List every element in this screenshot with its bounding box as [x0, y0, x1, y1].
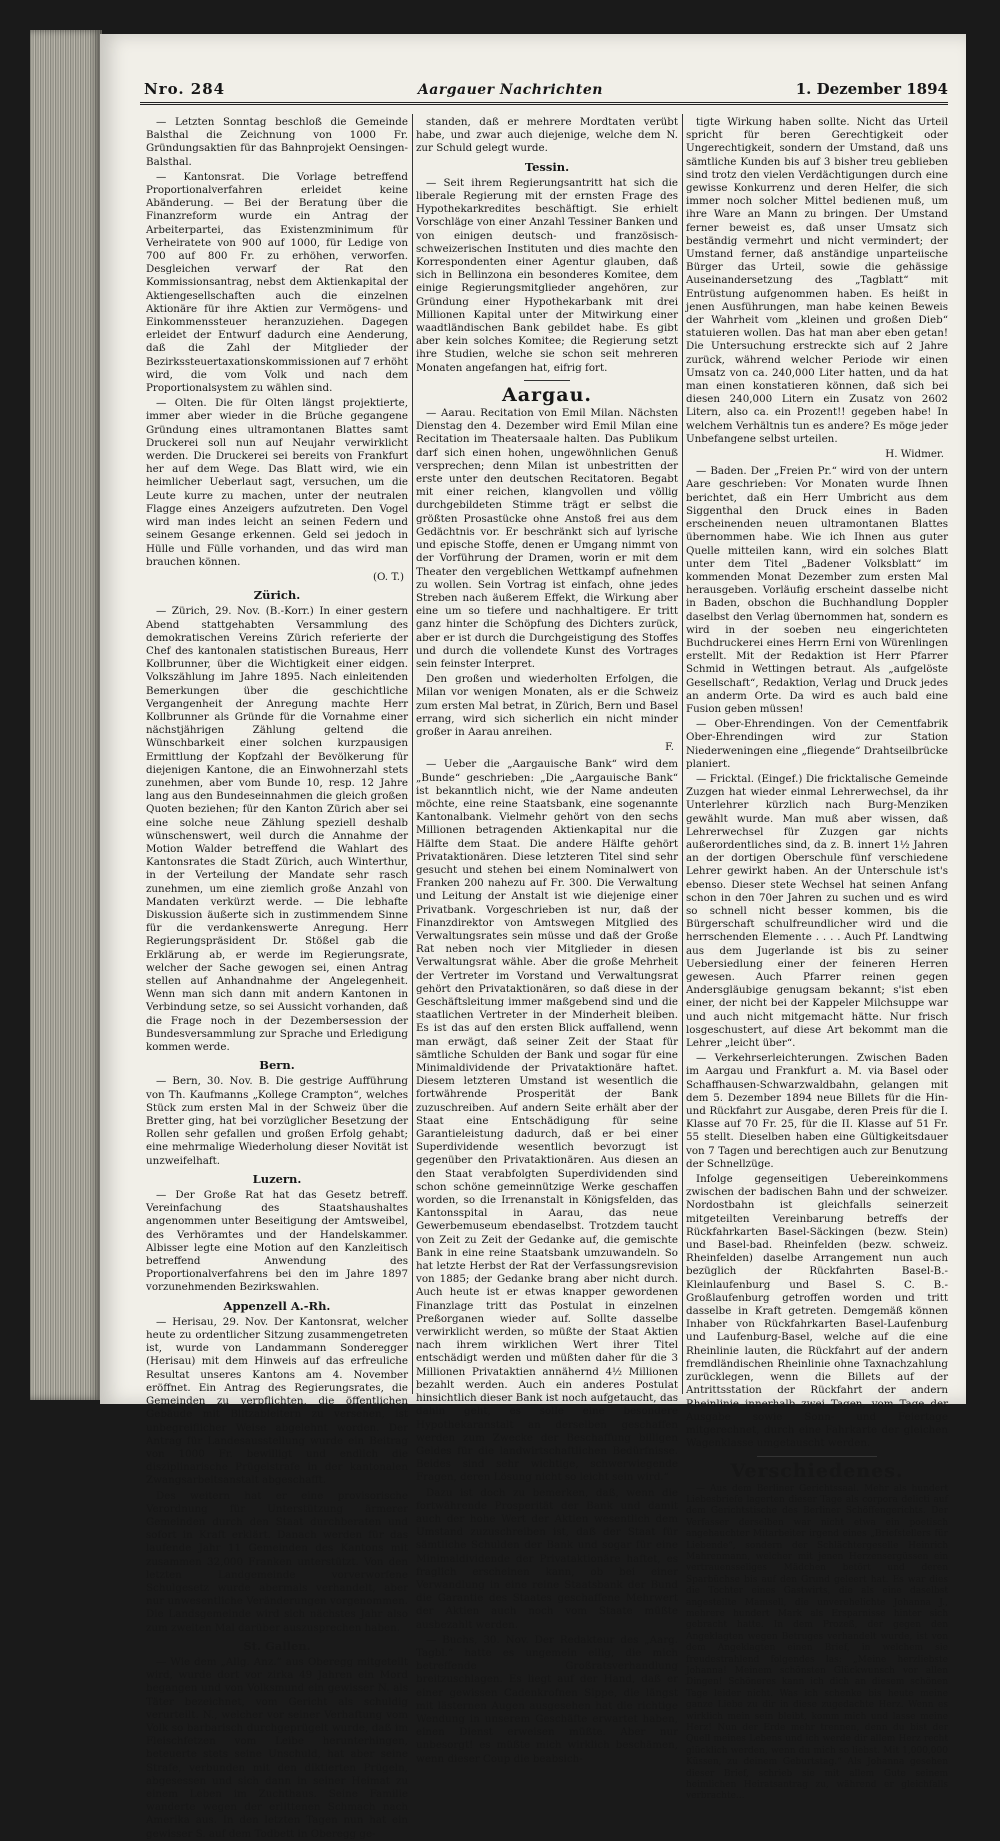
- article-berlin-court: — Aus dem Berliner Gerichtssaal. Mehr als hundert Liebesbriefe lagerten dieser Tage als corpora delicti auf dem Gerichtstische des Berliner Schöffengerichts. Der Verfasser derselben war nicht etwa ein poetisch angehauchter Mitarbeiter irgend eines „Briefstellers für Liebende“, sondern der Schlächtergeselle Heinrich Mahrenmann, welcher mit jenen Herzensergüssen ein vertrauensseliges Mädchen betört und deren Sparbüchse bis auf den Grund geleert hat. Es war dies die Tochter eines Gastwirts, die als eine daselbst angestellte Mamsell, die unverehelichte Johanna J., mehrere hundert Mark als Ersparnisse hinter sich gebracht hatte. In dem Prozeß, der gegen den Angeklagten wegen Betruges verhandelt wurde, ist von dem Angeklagten einen Brief, in welchem sie freudestrahlend folgendes las: „Meine herzliebste Johanna! Meinem schönsten Glückwunsch vor allen Dingen! Schöneres kann ich dich an diesem schönen Tage leider nicht. Was ich schenke bis heute meine ganze Liebe zu dir in diese zugedachte Herz. Wenn es wirklich mein sein bleibt, komm mich und lasse meine Herz! Nun der Erde mehr trennen, denn du bist der Quell meines Lebens und ich werde dir allem Herz recht glücklich werden, wenn du mich so liebst. Mit 1,000,000 Küssen, zu deinem Geburtstag.“ Als Johanna gesehen dieser Brief, schrieb sie mit allem Gute seinem heimlichen Heiratsantrag zu, während er gleichfalls verbrachte...: [686, 1483, 948, 1802]
- article-verkehr-cont: Infolge gegenseitigen Uebereinkommens zwischen der badischen Bahn und der schweizer. Nordostbahn ist gleichfalls seinerzeit mitgeteilten Vereinbarung betreffs der Rückfahrkarten Basel-Säckingen (bezw. Stein) und Basel-bad. Rheinfelden (bezw. schweiz. Rheinfelden) daselbe Arrangement nun auch bezüglich der Rückfahrten Basel-B.-Kleinlaufenburg und Basel S. C. B.-Großlaufenburg getroffen worden und tritt dasselbe in Kraft getreten. Demgemäß können Inhaber von Rückfahrkarten Basel-Laufenburg und Laufenburg-Basel, welche auf die eine Rheinlinie lauten, die Rückfahrt auf der andern fremdländischen Rheinlinie ohne Taxnachzahlung zurücklegen, wenn die Billets auf der Antrittsstation der Rückfahrt der andern Rheinlinie innerhalb zwei Tagen, vom Tage der Ausgabe sowie Sonn- und Feiertage mitgerechnet, durch eine Fahrkarte der gleichen Wagenklasse umgetauscht werden.: [686, 1173, 948, 1450]
- section-heading-tessin: Tessin.: [524, 159, 570, 174]
- article-balsthal: — Letzten Sonntag beschloß die Gemeinde Balsthal die Zeichnung von 1000 Fr. Gründungsaktien für das Bahnprojekt Oensingen-Balsthal.: [146, 116, 408, 168]
- issue-date: 1. Dezember 1894: [795, 80, 948, 98]
- article-bern: — Bern, 30. Nov. B. Die gestrige Aufführung von Th. Kaufmanns „Kollege Crampton“, welches Stück zum ersten Mal in der Schweiz über die Bretter ging, hat bei vorzüglicher Besetzung der Rollen sehr gefallen und großen Erfolg gehabt; eine mehrmalige Wiederholung dieser Novität ist unzweifelhaft.: [146, 1075, 408, 1167]
- column-2: [416, 116, 678, 1765]
- column-3: [686, 116, 948, 1802]
- article-aargauische-bank: — Ueber die „Aargauische Bank“ wird dem „Bunde“ geschrieben: „Die „Aargauische Bank“ ist bekanntlich nicht, wie der Name andeuten möchte, eine reine Staatsbank, eine sogenannte Kantonalbank. Vielmehr gehört von den sechs Millionen betragenden Aktienkapital nur die Hälfte dem Staat. Die andere Hälfte gehört Privataktionären. Diese letzteren Titel sind sehr gesucht und stehen bei einem Nominalwert von Franken 200 nahezu auf Fr. 300. Die Verwaltung und Leitung der Anstalt ist wie diejenige einer Privatbank. Vorgeschrieben ist nur, daß der Finanzdirektor von Amtswegen Mitglied des Verwaltungsrates sein müsse und daß der Große Rat neben noch vier Mitglieder in diesen Verwaltungsrat wähle. Aber die große Mehrheit der Vertreter im Vorstand und Verwaltungsrat gehört den Privataktionären, so daß diese in der Geschäftsleitung immer maßgebend sind und die staatlichen Vertreter in der Minderheit bleiben. Es ist das auf den ersten Blick auffallend, wenn man erwägt, daß seiner Zeit der Staat für sämtliche Schulden der Bank und sogar für eine Minimaldividende der Privataktionäre haftet. Diesem letzteren Umstand ist wesentlich die fortwährende Prosperität der Bank zuzuschreiben. Auf andern Seite erhält aber der Staat eine Entschädigung für seine Garantieleistung dadurch, daß er bei einer Superdividende wesentlich bevorzugt ist gegenüber den Privataktionären. Aus diesen an den Staat verabfolgten Superdividenden sind schon schöne gemeinnützige Werke geschaffen worden, so die Irrenanstalt in Königsfelden, das Kantonsspital in Aarau, das neue Gewerbemuseum ebendaselbst. Trotzdem taucht von Zeit zu Zeit der Gedanke auf, die gemischte Bank in eine reine Staatsbank umzuwandeln. So hat letzte Herbst der Rat der Verfassungsrevision von 1885; der Gedanke brang aber nicht durch. Auch heute ist er etwas knapper gewordenen Finanzlage tritt das Postulat in einzelnen Preßorganen wieder auf. Sollte dasselbe verwirklicht werden, so müßte der Staat Aktien nach ihrem wirklichen Wert ihrer Titel entschädigt werden und müßten daher für die 3 Millionen Privataktien annähernd 4½ Millionen bezahlt werden. Auch ein anderes Postulat hinsichtlich dieser Bank ist noch aufgetaucht, das dahin geht, es solle eine besondere Hypothekaranstalt an derselben geschaffen werden zum Zwecke der Beschaffung billigen Geldes für die landwirtschaftlichen Bedürfnisse. Beides sind sehr wichtige, schwerwiegende Fragen, deren Lösung nicht so leicht sein wird.“: [416, 758, 678, 1484]
- article-ober-ehrendingen: — Ober-Ehrendingen. Von der Cementfabrik Ober-Ehrendingen wird zur Station Niederweningen eine „fliegende“ Drahtseilbrücke planiert.: [686, 718, 948, 770]
- article-baden: — Baden. Der „Freien Pr.“ wird von der untern Aare geschrieben: Vor Monaten wurde Ihnen berichtet, daß ein Herr Umbricht aus dem Siggenthal den Druck eines in Baden erscheinenden neuen ultramontanen Blattes übernommen habe. Wie ich Ihnen aus guter Quelle mitteilen kann, wird ein solches Blatt unter dem Titel „Badener Volksblatt“ im kommenden Monat Dezember zum ersten Mal herausgeben. Vorläufig erscheint dasselbe nicht in Baden, obschon die Buchhandlung Doppler daselbst den Verlag übernommen hat, sondern es wird in der soeben neu eingerichteten Buchdruckerei eines Herrn Erni von Würenlingen erstellt. Mit der Redaktion ist Herr Pfarrer Schmid in Wettingen betraut. Als „aufgelöste Gesellschaft“, Redaktion, Verlag und Druck jedes an anderm Orte. Da wird es auch bald eine Fusion geben müssen!: [686, 465, 948, 715]
- section-heading-luzern: Luzern.: [252, 1171, 302, 1186]
- masthead: [144, 76, 948, 98]
- section-heading-appenzell: Appenzell A.-Rh.: [223, 1298, 331, 1313]
- separator: [524, 380, 570, 381]
- article-signature: (O. T.): [372, 570, 404, 583]
- header-rule: [140, 102, 948, 105]
- column-divider: [682, 114, 683, 1394]
- article-verkehr: — Verkehrserleichterungen. Zwischen Baden im Aargau und Frankfurt a. M. via Basel oder Schaffhausen-Schwarzwaldbahn, gelangen mit dem 5. Dezember 1894 neue Billets für die Hin- und Rückfahrt zur Ausgabe, deren Preis für die I. Klasse auf 70 Fr. 25, für die II. Klasse auf 51 Fr. 55 stellt. Dieselben haben eine Gültigkeitsdauer von 7 Tagen und berechtigen auch zur Benutzung der Schnellzüge.: [686, 1052, 948, 1170]
- article-herisau: — Herisau, 29. Nov. Der Kantonsrat, welcher heute zu ordentlicher Sitzung zusammengetreten ist, wurde von Landammann Sonderegger (Herisau) mit dem Hinweis auf das erfreuliche Resultat unseres Kantons am 4. November eröffnet. Ein Antrag des Regierungsrates, die Gemeinden zu verpflichten, die öffentlichen Gebäude mit Blitzableitern zu versehen, ist unbegreiflicher Weise abgelehnt worden. Der Antrag für Landesausstellung wurde ein Beitrag von 1000 Fr. bewilligt und endlich die disziplinarische Prügelstrafe in der kantonalen Zwangsarbeitsanstalt abgeschafft.: [146, 1315, 408, 1487]
- article-signature: F.: [665, 741, 674, 754]
- article-signature: H. Widmer.: [885, 448, 944, 461]
- column-divider: [412, 114, 413, 1394]
- separator: [757, 1456, 877, 1457]
- article-kantonsrat: — Kantonsrat. Die Vorlage betreffend Proportionalverfahren erleidet keine Abänderung. — Bei der Beratung über die Finanzreform wurde ein Antrag der Arbeiterpartei, das Existenzminimum für Verheiratete von 900 auf 1000, für Ledige von 700 auf 800 Fr. zu erhöhen, verworfen. Desgleichen verwarf der Rat den Kommissionsantrag, nebst dem Aktienkapital der Aktiengesellschaften auch die einzelnen Aktionäre für ihre Aktien zur Vermögens- und Einkommenssteuer heranzuziehen. Dagegen erleidet der Entwurf dadurch eine Aenderung, daß die Zahl der Mitglieder der Bezirkssteuertaxationskommissionen auf 7 erhöht wird, die vom Volk und nach dem Proportionalsystem zu wählen sind.: [146, 170, 409, 395]
- article-oberegg: — Wie dem „Allg. Anz.“ aus Oberegg mitgeteilt wird, wurde dort vor zirka 49 Jahren ein Mord begangen und von Volksmund ein gewisser N. als Täter bezeichnet, vom Gericht als schuldig verurteilt. N., welcher vor seiner Verhaftung vom Volk so barbarisch durchgeprügelt wurde, daß im Fleischfetzen vom Leibe herunterhingen, beteuerte stets seine Unschuld, hat aber seine Strafe, verbunden mit den diktierten Prügeln, abgesessen und sich dann in seiner Heimat zu einem Leben im Zuchthaus. Seine Familie wanderte wegen der erlittenen Schmach nach Amerika aus. In den letzten Tagen nun hat ein gewisser S. auf dem Todbett in Oberegg ge-: [146, 1655, 408, 1840]
- book-spine-edge: [30, 30, 102, 1400]
- issue-number: Nro. 284: [144, 80, 226, 98]
- section-heading-zurich: Zürich.: [253, 588, 301, 603]
- article-zurich: — Zürich, 29. Nov. (B.-Korr.) In einer gestern Abend stattgehabten Versammlung des demokratischen Vereins Zürich referierte der Chef des kantonalen statistischen Bureaus, Herr Kollbrunner, über die Wichtigkeit einer eidgen. Volkszählung im Jahre 1895. Nach einleitenden Bemerkungen über die geschichtliche Vergangenheit der Anregung machte Herr Kollbrunner als Gründe für die Vornahme einer nächstjährigen Zählung geltend die Wünschbarkeit einer solchen kurzpausigen Ermittlung der Kopfzahl der Bevölkerung für diejenigen Kantone, die an Einwohnerzahl stets zunehmen, aber vom Bunde 10, resp. 12 Jahre lang aus den Bundeseinnahmen die gleich großen Quoten beziehen; für den Kanton Zürich aber sei eine solche neue Zählung speziell deshalb wünschenswert, weil durch die Annahme der Motion Walder betreffend die Wahlart des Kantonsrates die Stadt Zürich, auch Winterthur, in der Verteilung der Mandate sehr rasch zunehmen, um eine ziemlich große Anzahl von Mandaten verkürzt werde. — Die lebhafte Diskussion äußerte sich in zustimmendem Sinne für die verdankenswerte Anregung. Herr Regierungspräsident Dr. Stößel gab die Erklärung ab, er werde im Regierungsrate, welcher der Sache gewogen sei, einen Antrag stellen auf Anhandnahme der Angelegenheit. Wenn man sich dann mit andern Kantonen in Verbindung setze, so sei Aussicht vorhanden, daß die Frage noch in der Dezembersession der Bundesversammlung zur Sprache und Erledigung kommen werde.: [146, 605, 408, 1054]
- newspaper-title: Aargauer Nachrichten: [417, 82, 603, 98]
- article-aargauische-bank-cont: Dazu ist doch zu bemerken, daß, wenn die fortwährende Prosperität der Bank und damit auch der hohe Wert der Aktien wesentlich dem Umstand zuzuschreiben ist, daß der Staat für sämtliche Schulden der Bank und sogar für eine Minimaldividende der Privataktionäre haftet, es fraglich erscheinen kann, ob bei einer Verwandlung in eine reine Staatsbank der Bund die Garantie des Staates geschaffene Mehrwert der Aktien auch noch vom Staate müßte ausbezahlt werden.: [416, 1486, 678, 1631]
- article-tessin: — Seit ihrem Regierungsantritt hat sich die liberale Regierung mit der ernsten Frage des Hypothekarkredites beschäftigt. Sie erhielt Vorschläge von einer Anzahl Tessiner Banken und von einigen deutsch- und französisch-schweizerischen Instituten und dies machte den Korrespondenten einer Agentur glauben, daß sich in Bellinzona ein besonderes Komitee, dem einige Regierungsmitglieder angehören, zur Gründung einer Hypothekarbank mit drei Millionen Kapital unter der Mitwirkung einer waadtländischen Bank gebildet habe. Es gibt aber kein solches Komitee; die Regierung setzt ihre Studien, welche sie schon seit mehreren Monaten angefangen hat, eifrig fort.: [416, 176, 678, 374]
- article-buchs: — Buchs, 30. Nov. Der Redakteur des „Aarg. Tagbl.“ hatte es ungemein eilig, die mich betreffende Großratsverhandlung breitzuschlagen. Es liegt auf der Hand, daß er einer gewissen Cadenkrofnen Sippe, die längst mit lästernen Augen ausgesehen hat die richtige Wendung in unserem Geschäfte erwartet haben, einen Dienst erweisen müßte. Aber nur unbesorgt! es müßte mich wirklich beschämen, wenn dieser Coup die beabsich-: [416, 1633, 678, 1765]
- section-heading-bern: Bern.: [259, 1058, 295, 1073]
- article-oberegg-cont: standen, daß er mehrere Mordtaten verübt habe, und zwar auch diejenige, welche dem N. zur Schuld gelegt wurde.: [416, 116, 678, 155]
- article-aarau-recitation: — Aarau. Recitation von Emil Milan. Nächsten Dienstag den 4. Dezember wird Emil Milan eine Recitation im Theatersaale halten. Das Publikum darf sich einen hohen, ungewöhnlichen Genuß versprechen; denn Milan ist unbestritten der erste unter den deutschen Recitatoren. Begabt mit einer reichen, klangvollen und völlig durchgebildeten Stimme trägt er selbst die größten Prosastücke ohne Anstoß frei aus dem Gedächtnis vor. Er beschränkt sich auf lyrische und epische Stoffe, denen er Umgang nimmt von der Vorführung der Dramen, worin er mit dem Theater den vergeblichen Wettkampf aufnehmen zu wollen. Sein Vortrag ist einfach, ohne jedes Streben nach äußerem Effekt, die Wirkung aber eine um so tiefere und nachhaltigere. Er tritt ganz hinter die Schöpfung des Dichters zurück, aber er ist durch die Durchgeistigung des Stoffes und durch die vollendete Kunst des Vortrages sein feinster Interpret.: [416, 407, 678, 670]
- article-luzern: — Der Große Rat hat das Gesetz betreff. Vereinfachung des Staatshaushaltes angenommen unter Beseitigung der Amtsweibel, des Verhöramtes und der Handelskammer. Albisser legte eine Motion auf den Kanzleitisch betreffend Anwendung des Proportionalverfahrens bei den im Jahre 1897 vorzunehmenden Bezirkswahlen.: [146, 1189, 408, 1294]
- article-herisau-cont: Des weitern hat er eine provisorische Verordnung für Unterstützung ärmerer Gemeinden durch den Staat durchberaten und sofort in Kraft erklärt. Danach werden für das laufende Jahr 11 Gemeinden des Kantons mit zusammen 32,000 Franken unterstützt. Von den letzten Landgemeinde vorverworfene Schulgesetz wurde abermals verhandelt, aber nur unwesentliche Veränderungen vorgenommen. Die Landsgemeinde wird sich nächstes Jahr also zum zweiten Mal darüber auszusprechen haben.: [146, 1489, 408, 1634]
- newspaper-page: [100, 34, 966, 1840]
- section-heading-stgallen: St. Gallen.: [243, 1638, 311, 1653]
- section-heading-aargau: Aargau.: [501, 383, 593, 406]
- article-buchs-cont: tigte Wirkung haben sollte. Nicht das Urteil spricht für beren Gerechtigkeit oder Ungerechtigkeit, sondern der Umstand, daß uns sämtliche Kunden bis auf 3 bisher treu geblieben sind trotz den vielen Verdächtigungen durch eine gewisse Konkurrenz und deren Helfer, die sich immer noch solcher Mittel bedienen muß, um ihre Ware an Mann zu bringen. Der Umstand ferner beweist es, daß unser Umsatz sich beständig vermehrt und nicht vermindert; der Umstand ferner, daß anständige unparteiische Bürger das Urteil, sowie die gehässige Auseinandersetzung des „Tagblatt“ mit Entrüstung aufgenommen haben. Es heißt in jenen Ausführungen, man habe keinen Beweis der Wahrheit vom „kleinen und großen Dieb“ statuieren wollen. Das hat man aber eben getan! Die Untersuchung erstreckte sich auf 2 Jahre zurück, während welcher Periode wir einen Umsatz von ca. 240,000 Liter hatten, und da hat man einen konstatieren können, daß sich bei diesen 240,000 Litern ein Zusatz von 2602 Litern, also ca. ein Prozent!! gegeben habe! In welchem Verhältnis tun es andere? Es möge jeder Unbefangene selbst urteilen.: [686, 116, 948, 445]
- article-fricktal: — Fricktal. (Eingef.) Die fricktalische Gemeinde Zuzgen hat wieder einmal Lehrerwechsel, da ihr Unterlehrer kürzlich nach Burg-Menziken gewählt wurde. Man muß aber wissen, daß Lehrerwechsel für Zuzgen gar nichts außerordentliches sind, da z. B. innert 1½ Jahren an der dortigen Oberschule fünf verschiedene Lehrer gewirkt haben. An der Unterschule ist's ebenso. Dieser stete Wechsel hat seinen Anfang schon in den 70er Jahren zu suchen und es wird so schnell nicht besser kommen, bis die Bürgerschaft schulfreundlicher wird und die herrschenden Elemente . . . . Auch Pf. Landtwing aus dem Jugerlande ist bis zu seiner Uebersiedlung einer der feineren Herren gewesen. Auch Pfarrer reinen gegen Andersgläubige genugsam bekannt; s'ist eben einer, der nicht bei der Kappeler Milchsuppe war und auch nicht mitgemacht hätte. Nur frisch losgeschustert, auf diese Art bekommt man die Lehrer „leicht über“.: [686, 772, 948, 1050]
- section-heading-verschiedenes: Verschiedenes.: [730, 1460, 904, 1483]
- column-1: [146, 116, 409, 1840]
- article-aarau-recitation-cont: Den großen und wiederholten Erfolgen, die Milan vor wenigen Monaten, als er die Schweiz zum ersten Mal betrat, in Zürich, Bern und Basel errang, wird sich sicherlich ein nicht minder großer in Aarau anreihen.: [416, 673, 678, 738]
- article-olten: — Olten. Die für Olten längst projektierte, immer aber wieder in die Brüche gegangene Gründung eines ultramontanen Blattes samt Druckerei soll nun auf Neujahr verwirklicht werden. Die Druckerei sei bereits von Frankfurt her auf dem Wege. Das Blatt wird, wie ein heimlicher Ueberlaut sagt, versuchen, um die Leute kurre zu machen, unter der neutralen Flagge eines Anzeigers aufzutreten. Den Vogel wird man indes leicht an seinen Federn und seinem Gesange erkennen. Geld sei jedoch in Hülle und Fülle vorhanden, und das wird man brauchen können.: [146, 397, 408, 568]
